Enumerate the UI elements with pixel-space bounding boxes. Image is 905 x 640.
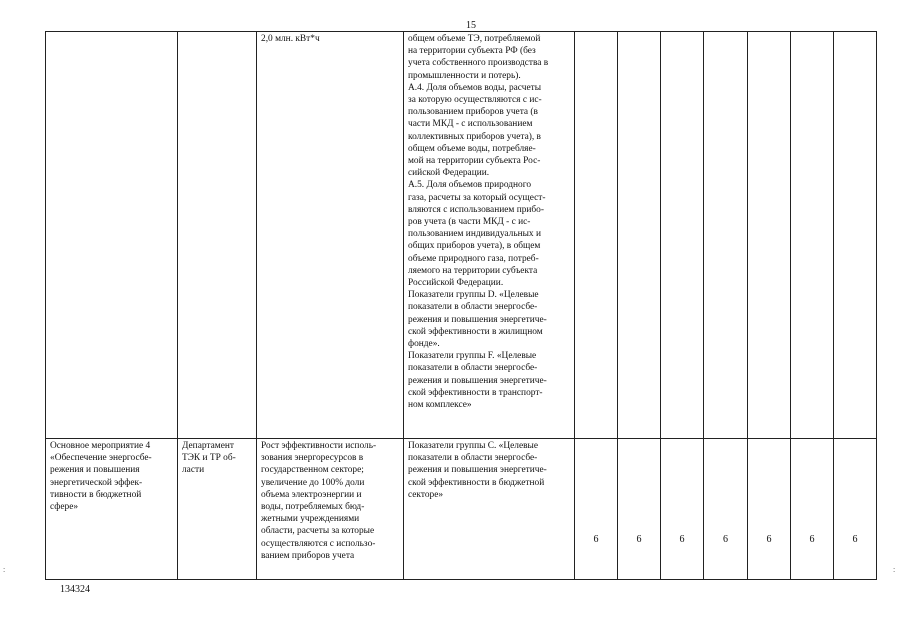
- value-cell: 6: [618, 439, 661, 580]
- indicators-cell: Показатели группы С. «Целевые показатели в области энергосбе- режения и повышения энергетиче- ской эффективности в бюджетной секторе»: [404, 439, 575, 580]
- measure-cell: Основное мероприятие 4 «Обеспечение энергосбе- режения и повышения энергетической эффек- тивности в бюджетной сфере»: [46, 439, 178, 580]
- value-cell: 6: [748, 439, 791, 580]
- effect-cell: Рост эффективности исполь- зования энергоресурсов в государственном секторе; увеличение до 100% доли объема электроэнергии и воды, потребляемых бюд- жетными учреждениями области, расчеты за которые осуществляются с использо- ванием приборов учета: [257, 439, 404, 580]
- value-cell: 6: [661, 439, 704, 580]
- document-code: 134324: [60, 584, 90, 595]
- value-cell: [791, 32, 834, 439]
- executor-cell: [178, 32, 257, 439]
- value-cell: [661, 32, 704, 439]
- value-cell: 6: [791, 439, 834, 580]
- effect-cell: 2,0 млн. кВт*ч: [257, 32, 404, 439]
- value-cell: [834, 32, 877, 439]
- page-number: 15: [466, 20, 476, 31]
- scan-edge-mark: :: [893, 565, 896, 574]
- executor-cell: Департамент ТЭК и ТР об- ласти: [178, 439, 257, 580]
- value-cell: 6: [834, 439, 877, 580]
- value-cell: 6: [704, 439, 748, 580]
- measure-cell: [46, 32, 178, 439]
- value-cell: [575, 32, 618, 439]
- table-row: [46, 439, 877, 580]
- scan-edge-mark: :: [3, 565, 6, 574]
- value-cell: [748, 32, 791, 439]
- value-cell: [704, 32, 748, 439]
- indicators-cell: общем объеме ТЭ, потребляемой на территории субъекта РФ (без учета собственного производства в промышленности и потерь). А.4. Доля объемов воды, расчеты за которую осуществляются с ис- пользованием приборов учета (в части МКД - с использованием коллективных приборов учета), в общем объеме воды, потребляе- мой на территории субъекта Рос- сийской Федерации. А.5. Доля объемов природного газа, расчеты за который осущест- вляются с использованием прибо- ров учета (в части МКД - с ис- пользованием индивидуальных и общих приборов учета), в общем объеме природного газа, потреб- ляемого на территории субъекта Российской Федерации. Показатели группы D. «Целевые показатели в области энергосбе- режения и повышения энергетиче- ской эффективности в жилищном фонде». Показатели группы F. «Целевые показатели в области энергосбе- режения и повышения энергетиче- ской эффективности в транспорт- ном комплексе»: [404, 32, 575, 439]
- table-row: [46, 32, 877, 439]
- value-cell: 6: [575, 439, 618, 580]
- value-cell: [618, 32, 661, 439]
- measures-table: [45, 31, 877, 580]
